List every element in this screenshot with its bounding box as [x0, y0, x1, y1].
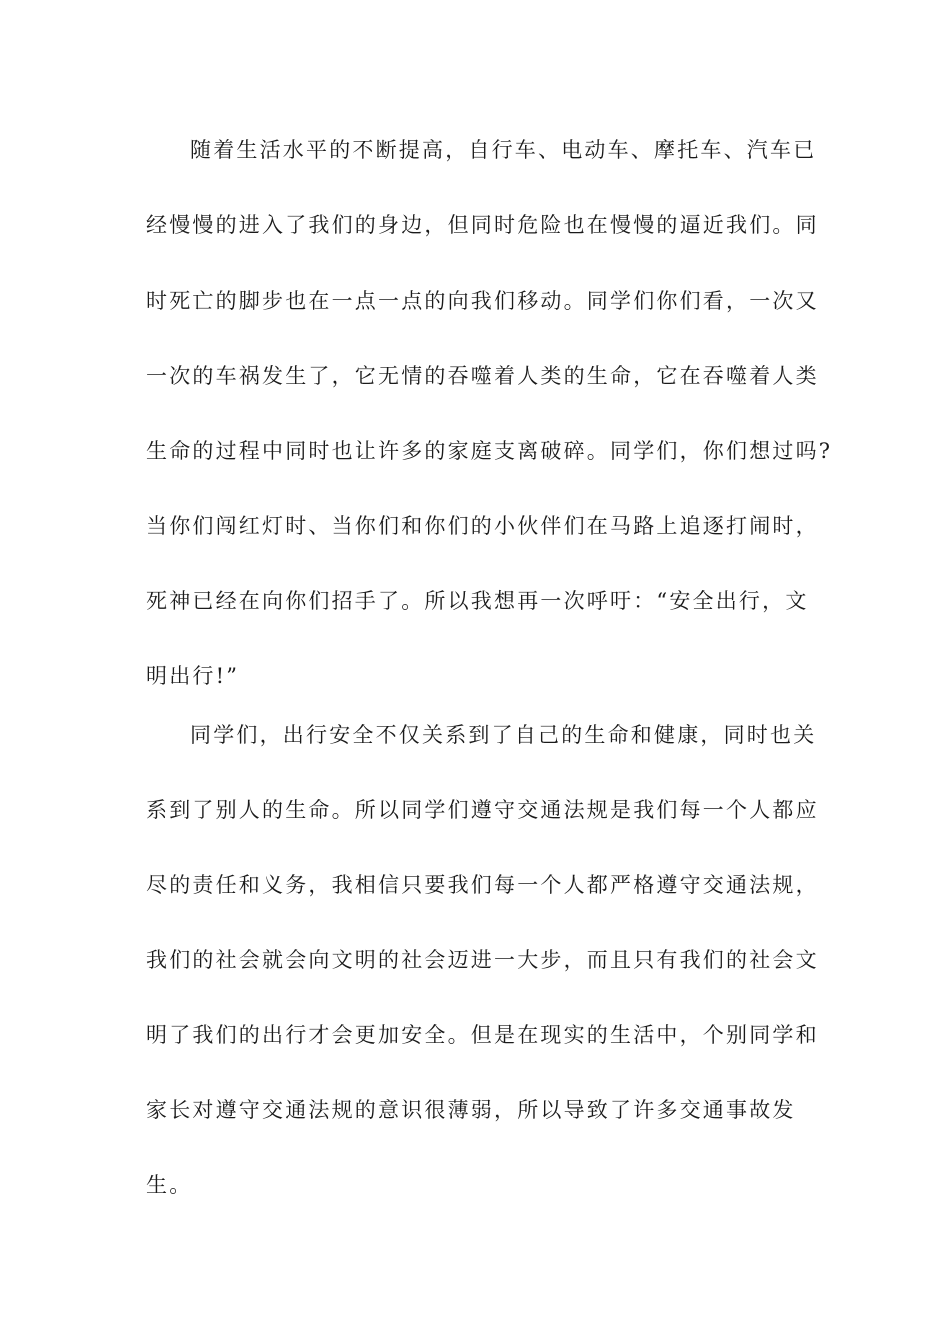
- paragraph-2-line-4: 我们的社会就会向文明的社会迈进一大步，而且只有我们的社会文: [146, 948, 819, 972]
- paragraph-1-line-6: 当你们闯红灯时、当你们和你们的小伙伴们在马路上追逐打闹时，: [146, 514, 819, 538]
- paragraph-1-line-5: 生命的过程中同时也让许多的家庭支离破碎。同学们，你们想过吗?: [146, 439, 833, 463]
- paragraph-2-line-1: 同学们，出行安全不仅关系到了自己的生命和健康，同时也关: [190, 723, 817, 747]
- paragraph-1-line-4: 一次的车祸发生了，它无情的吞噬着人类的生命，它在吞噬着人类: [146, 364, 819, 388]
- paragraph-1-line-8: 明出行!”: [146, 664, 240, 688]
- paragraph-1-line-3: 时死亡的脚步也在一点一点的向我们移动。同学们你们看，一次又: [146, 289, 819, 313]
- paragraph-2-line-2: 系到了别人的生命。所以同学们遵守交通法规是我们每一个人都应: [146, 798, 819, 822]
- paragraph-1-line-1: 随着生活水平的不断提高，自行车、电动车、摩托车、汽车已: [190, 138, 817, 162]
- paragraph-2-line-6: 家长对遵守交通法规的意识很薄弱，所以导致了许多交通事故发: [146, 1098, 796, 1122]
- paragraph-2-line-7: 生。: [146, 1173, 193, 1197]
- paragraph-1-line-2: 经慢慢的进入了我们的身边，但同时危险也在慢慢的逼近我们。同: [146, 213, 819, 237]
- paragraph-2-line-3: 尽的责任和义务，我相信只要我们每一个人都严格遵守交通法规，: [146, 873, 819, 897]
- paragraph-1-line-7: 死神已经在向你们招手了。所以我想再一次呼吁：“安全出行，文: [146, 589, 809, 613]
- paragraph-2-line-5: 明了我们的出行才会更加安全。但是在现实的生活中，个别同学和: [146, 1023, 819, 1047]
